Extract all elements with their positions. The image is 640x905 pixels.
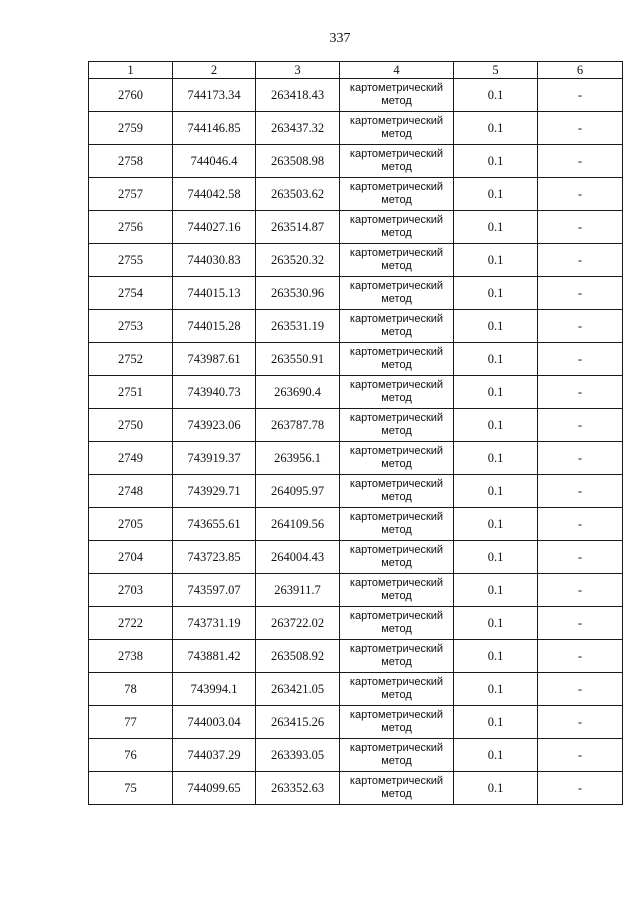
y-coordinate-cell: 263911.7 (256, 574, 340, 607)
note-cell: - (538, 574, 623, 607)
method-line-2: метод (381, 755, 412, 767)
accuracy-cell: 0.1 (454, 112, 538, 145)
method-cell (340, 475, 454, 508)
x-coordinate-cell: 743881.42 (173, 640, 256, 673)
accuracy-cell: 0.1 (454, 409, 538, 442)
point-id-cell: 2752 (89, 343, 173, 376)
x-coordinate-cell: 743731.19 (173, 607, 256, 640)
x-coordinate-cell: 743994.1 (173, 673, 256, 706)
method-line-1: картометрический (349, 346, 444, 358)
x-coordinate-cell: 743923.06 (173, 409, 256, 442)
method-line-2: метод (381, 128, 412, 140)
method-line-1: картометрический (349, 412, 444, 424)
point-id-cell: 2705 (89, 508, 173, 541)
method-line-1: картометрический (349, 511, 444, 523)
y-coordinate-cell: 263690.4 (256, 376, 340, 409)
point-id-cell: 77 (89, 706, 173, 739)
method-cell (340, 376, 454, 409)
x-coordinate-cell: 744042.58 (173, 178, 256, 211)
point-id-cell: 2751 (89, 376, 173, 409)
note-cell: - (538, 178, 623, 211)
note-cell: - (538, 442, 623, 475)
method-cell (340, 772, 454, 805)
method-line-1: картометрический (349, 709, 444, 721)
table-row (89, 706, 623, 739)
method-line-2: метод (381, 161, 412, 173)
method-cell (340, 541, 454, 574)
accuracy-cell: 0.1 (454, 244, 538, 277)
method-line-1: картометрический (349, 742, 444, 754)
method-line-2: метод (381, 491, 412, 503)
table-row (89, 211, 623, 244)
method-line-1: картометрический (349, 478, 444, 490)
method-line-2: метод (381, 656, 412, 668)
method-line-2: метод (381, 689, 412, 701)
method-cell (340, 310, 454, 343)
x-coordinate-cell: 744037.29 (173, 739, 256, 772)
method-cell (340, 706, 454, 739)
method-cell (340, 442, 454, 475)
accuracy-cell: 0.1 (454, 277, 538, 310)
point-id-cell: 2749 (89, 442, 173, 475)
y-coordinate-cell: 264004.43 (256, 541, 340, 574)
note-cell: - (538, 739, 623, 772)
method-cell (340, 178, 454, 211)
column-header-3: 3 (256, 62, 340, 79)
point-id-cell: 2754 (89, 277, 173, 310)
method-line-2: метод (381, 425, 412, 437)
y-coordinate-cell: 263508.92 (256, 640, 340, 673)
point-id-cell: 75 (89, 772, 173, 805)
y-coordinate-cell: 263352.63 (256, 772, 340, 805)
table-row (89, 310, 623, 343)
y-coordinate-cell: 263418.43 (256, 79, 340, 112)
x-coordinate-cell: 743987.61 (173, 343, 256, 376)
method-cell (340, 673, 454, 706)
point-id-cell: 2759 (89, 112, 173, 145)
note-cell: - (538, 376, 623, 409)
method-line-2: метод (381, 557, 412, 569)
note-cell: - (538, 475, 623, 508)
method-cell (340, 79, 454, 112)
accuracy-cell: 0.1 (454, 310, 538, 343)
method-line-1: картометрический (349, 379, 444, 391)
x-coordinate-cell: 744046.4 (173, 145, 256, 178)
method-line-1: картометрический (349, 445, 444, 457)
method-cell (340, 145, 454, 178)
y-coordinate-cell: 263421.05 (256, 673, 340, 706)
method-line-1: картометрический (349, 643, 444, 655)
method-line-1: картометрический (349, 148, 444, 160)
coordinates-table (88, 61, 623, 805)
page-number: 337 (329, 31, 351, 46)
table-row (89, 409, 623, 442)
method-cell (340, 211, 454, 244)
y-coordinate-cell: 263503.62 (256, 178, 340, 211)
table-row (89, 772, 623, 805)
note-cell: - (538, 508, 623, 541)
table-row (89, 739, 623, 772)
note-cell: - (538, 112, 623, 145)
accuracy-cell: 0.1 (454, 508, 538, 541)
method-cell (340, 244, 454, 277)
note-cell: - (538, 673, 623, 706)
x-coordinate-cell: 743597.07 (173, 574, 256, 607)
y-coordinate-cell: 263415.26 (256, 706, 340, 739)
point-id-cell: 2758 (89, 145, 173, 178)
method-line-1: картометрический (349, 313, 444, 325)
note-cell: - (538, 541, 623, 574)
point-id-cell: 2750 (89, 409, 173, 442)
method-cell (340, 343, 454, 376)
x-coordinate-cell: 743940.73 (173, 376, 256, 409)
x-coordinate-cell: 744173.34 (173, 79, 256, 112)
method-line-2: метод (381, 590, 412, 602)
point-id-cell: 76 (89, 739, 173, 772)
column-header-6: 6 (538, 62, 623, 79)
y-coordinate-cell: 263956.1 (256, 442, 340, 475)
x-coordinate-cell: 744003.04 (173, 706, 256, 739)
method-line-2: метод (381, 293, 412, 305)
method-line-2: метод (381, 326, 412, 338)
table-row (89, 244, 623, 277)
method-cell (340, 409, 454, 442)
accuracy-cell: 0.1 (454, 442, 538, 475)
table-row (89, 79, 623, 112)
note-cell: - (538, 640, 623, 673)
method-cell (340, 640, 454, 673)
note-cell: - (538, 310, 623, 343)
method-line-2: метод (381, 95, 412, 107)
point-id-cell: 2757 (89, 178, 173, 211)
y-coordinate-cell: 263787.78 (256, 409, 340, 442)
method-line-1: картометрический (349, 775, 444, 787)
table-row (89, 442, 623, 475)
table-row (89, 277, 623, 310)
x-coordinate-cell: 744030.83 (173, 244, 256, 277)
method-cell (340, 739, 454, 772)
y-coordinate-cell: 263531.19 (256, 310, 340, 343)
method-cell (340, 277, 454, 310)
x-coordinate-cell: 744099.65 (173, 772, 256, 805)
method-line-1: картометрический (349, 544, 444, 556)
accuracy-cell: 0.1 (454, 475, 538, 508)
point-id-cell: 2755 (89, 244, 173, 277)
y-coordinate-cell: 264095.97 (256, 475, 340, 508)
method-line-1: картометрический (349, 181, 444, 193)
method-cell (340, 574, 454, 607)
point-id-cell: 2722 (89, 607, 173, 640)
column-header-5: 5 (454, 62, 538, 79)
note-cell: - (538, 607, 623, 640)
table-body (89, 79, 623, 805)
table-row (89, 673, 623, 706)
note-cell: - (538, 409, 623, 442)
y-coordinate-cell: 263550.91 (256, 343, 340, 376)
column-header-1: 1 (89, 62, 173, 79)
column-header-2: 2 (173, 62, 256, 79)
accuracy-cell: 0.1 (454, 376, 538, 409)
x-coordinate-cell: 743929.71 (173, 475, 256, 508)
method-line-1: картометрический (349, 214, 444, 226)
method-line-2: метод (381, 722, 412, 734)
accuracy-cell: 0.1 (454, 706, 538, 739)
method-line-2: метод (381, 458, 412, 470)
method-line-1: картометрический (349, 577, 444, 589)
accuracy-cell: 0.1 (454, 607, 538, 640)
table-row (89, 178, 623, 211)
note-cell: - (538, 145, 623, 178)
table-row (89, 541, 623, 574)
accuracy-cell: 0.1 (454, 343, 538, 376)
x-coordinate-cell: 744015.28 (173, 310, 256, 343)
method-line-1: картометрический (349, 82, 444, 94)
table-row (89, 607, 623, 640)
table-row (89, 508, 623, 541)
note-cell: - (538, 277, 623, 310)
point-id-cell: 78 (89, 673, 173, 706)
method-line-2: метод (381, 623, 412, 635)
method-line-1: картометрический (349, 610, 444, 622)
note-cell: - (538, 211, 623, 244)
x-coordinate-cell: 743655.61 (173, 508, 256, 541)
y-coordinate-cell: 263530.96 (256, 277, 340, 310)
note-cell: - (538, 79, 623, 112)
accuracy-cell: 0.1 (454, 145, 538, 178)
point-id-cell: 2756 (89, 211, 173, 244)
x-coordinate-cell: 743919.37 (173, 442, 256, 475)
method-cell (340, 607, 454, 640)
method-line-1: картометрический (349, 247, 444, 259)
accuracy-cell: 0.1 (454, 541, 538, 574)
point-id-cell: 2760 (89, 79, 173, 112)
column-header-4: 4 (340, 62, 454, 79)
y-coordinate-cell: 263437.32 (256, 112, 340, 145)
point-id-cell: 2748 (89, 475, 173, 508)
y-coordinate-cell: 263514.87 (256, 211, 340, 244)
accuracy-cell: 0.1 (454, 739, 538, 772)
method-cell (340, 112, 454, 145)
y-coordinate-cell: 263520.32 (256, 244, 340, 277)
table-header-row (89, 62, 623, 79)
accuracy-cell: 0.1 (454, 673, 538, 706)
table-row (89, 376, 623, 409)
method-line-2: метод (381, 359, 412, 371)
x-coordinate-cell: 744015.13 (173, 277, 256, 310)
x-coordinate-cell: 744027.16 (173, 211, 256, 244)
x-coordinate-cell: 744146.85 (173, 112, 256, 145)
point-id-cell: 2703 (89, 574, 173, 607)
method-line-2: метод (381, 788, 412, 800)
method-line-1: картометрический (349, 115, 444, 127)
y-coordinate-cell: 263722.02 (256, 607, 340, 640)
table-row (89, 574, 623, 607)
method-line-2: метод (381, 524, 412, 536)
method-cell (340, 508, 454, 541)
table-row (89, 343, 623, 376)
y-coordinate-cell: 263393.05 (256, 739, 340, 772)
method-line-2: метод (381, 260, 412, 272)
point-id-cell: 2753 (89, 310, 173, 343)
method-line-2: метод (381, 392, 412, 404)
method-line-2: метод (381, 227, 412, 239)
method-line-2: метод (381, 194, 412, 206)
note-cell: - (538, 706, 623, 739)
method-line-1: картометрический (349, 676, 444, 688)
table-row (89, 145, 623, 178)
note-cell: - (538, 343, 623, 376)
accuracy-cell: 0.1 (454, 79, 538, 112)
table-row (89, 475, 623, 508)
note-cell: - (538, 772, 623, 805)
method-line-1: картометрический (349, 280, 444, 292)
accuracy-cell: 0.1 (454, 640, 538, 673)
table-row (89, 112, 623, 145)
note-cell: - (538, 244, 623, 277)
table-row (89, 640, 623, 673)
y-coordinate-cell: 263508.98 (256, 145, 340, 178)
accuracy-cell: 0.1 (454, 211, 538, 244)
x-coordinate-cell: 743723.85 (173, 541, 256, 574)
accuracy-cell: 0.1 (454, 772, 538, 805)
accuracy-cell: 0.1 (454, 574, 538, 607)
point-id-cell: 2738 (89, 640, 173, 673)
y-coordinate-cell: 264109.56 (256, 508, 340, 541)
point-id-cell: 2704 (89, 541, 173, 574)
accuracy-cell: 0.1 (454, 178, 538, 211)
